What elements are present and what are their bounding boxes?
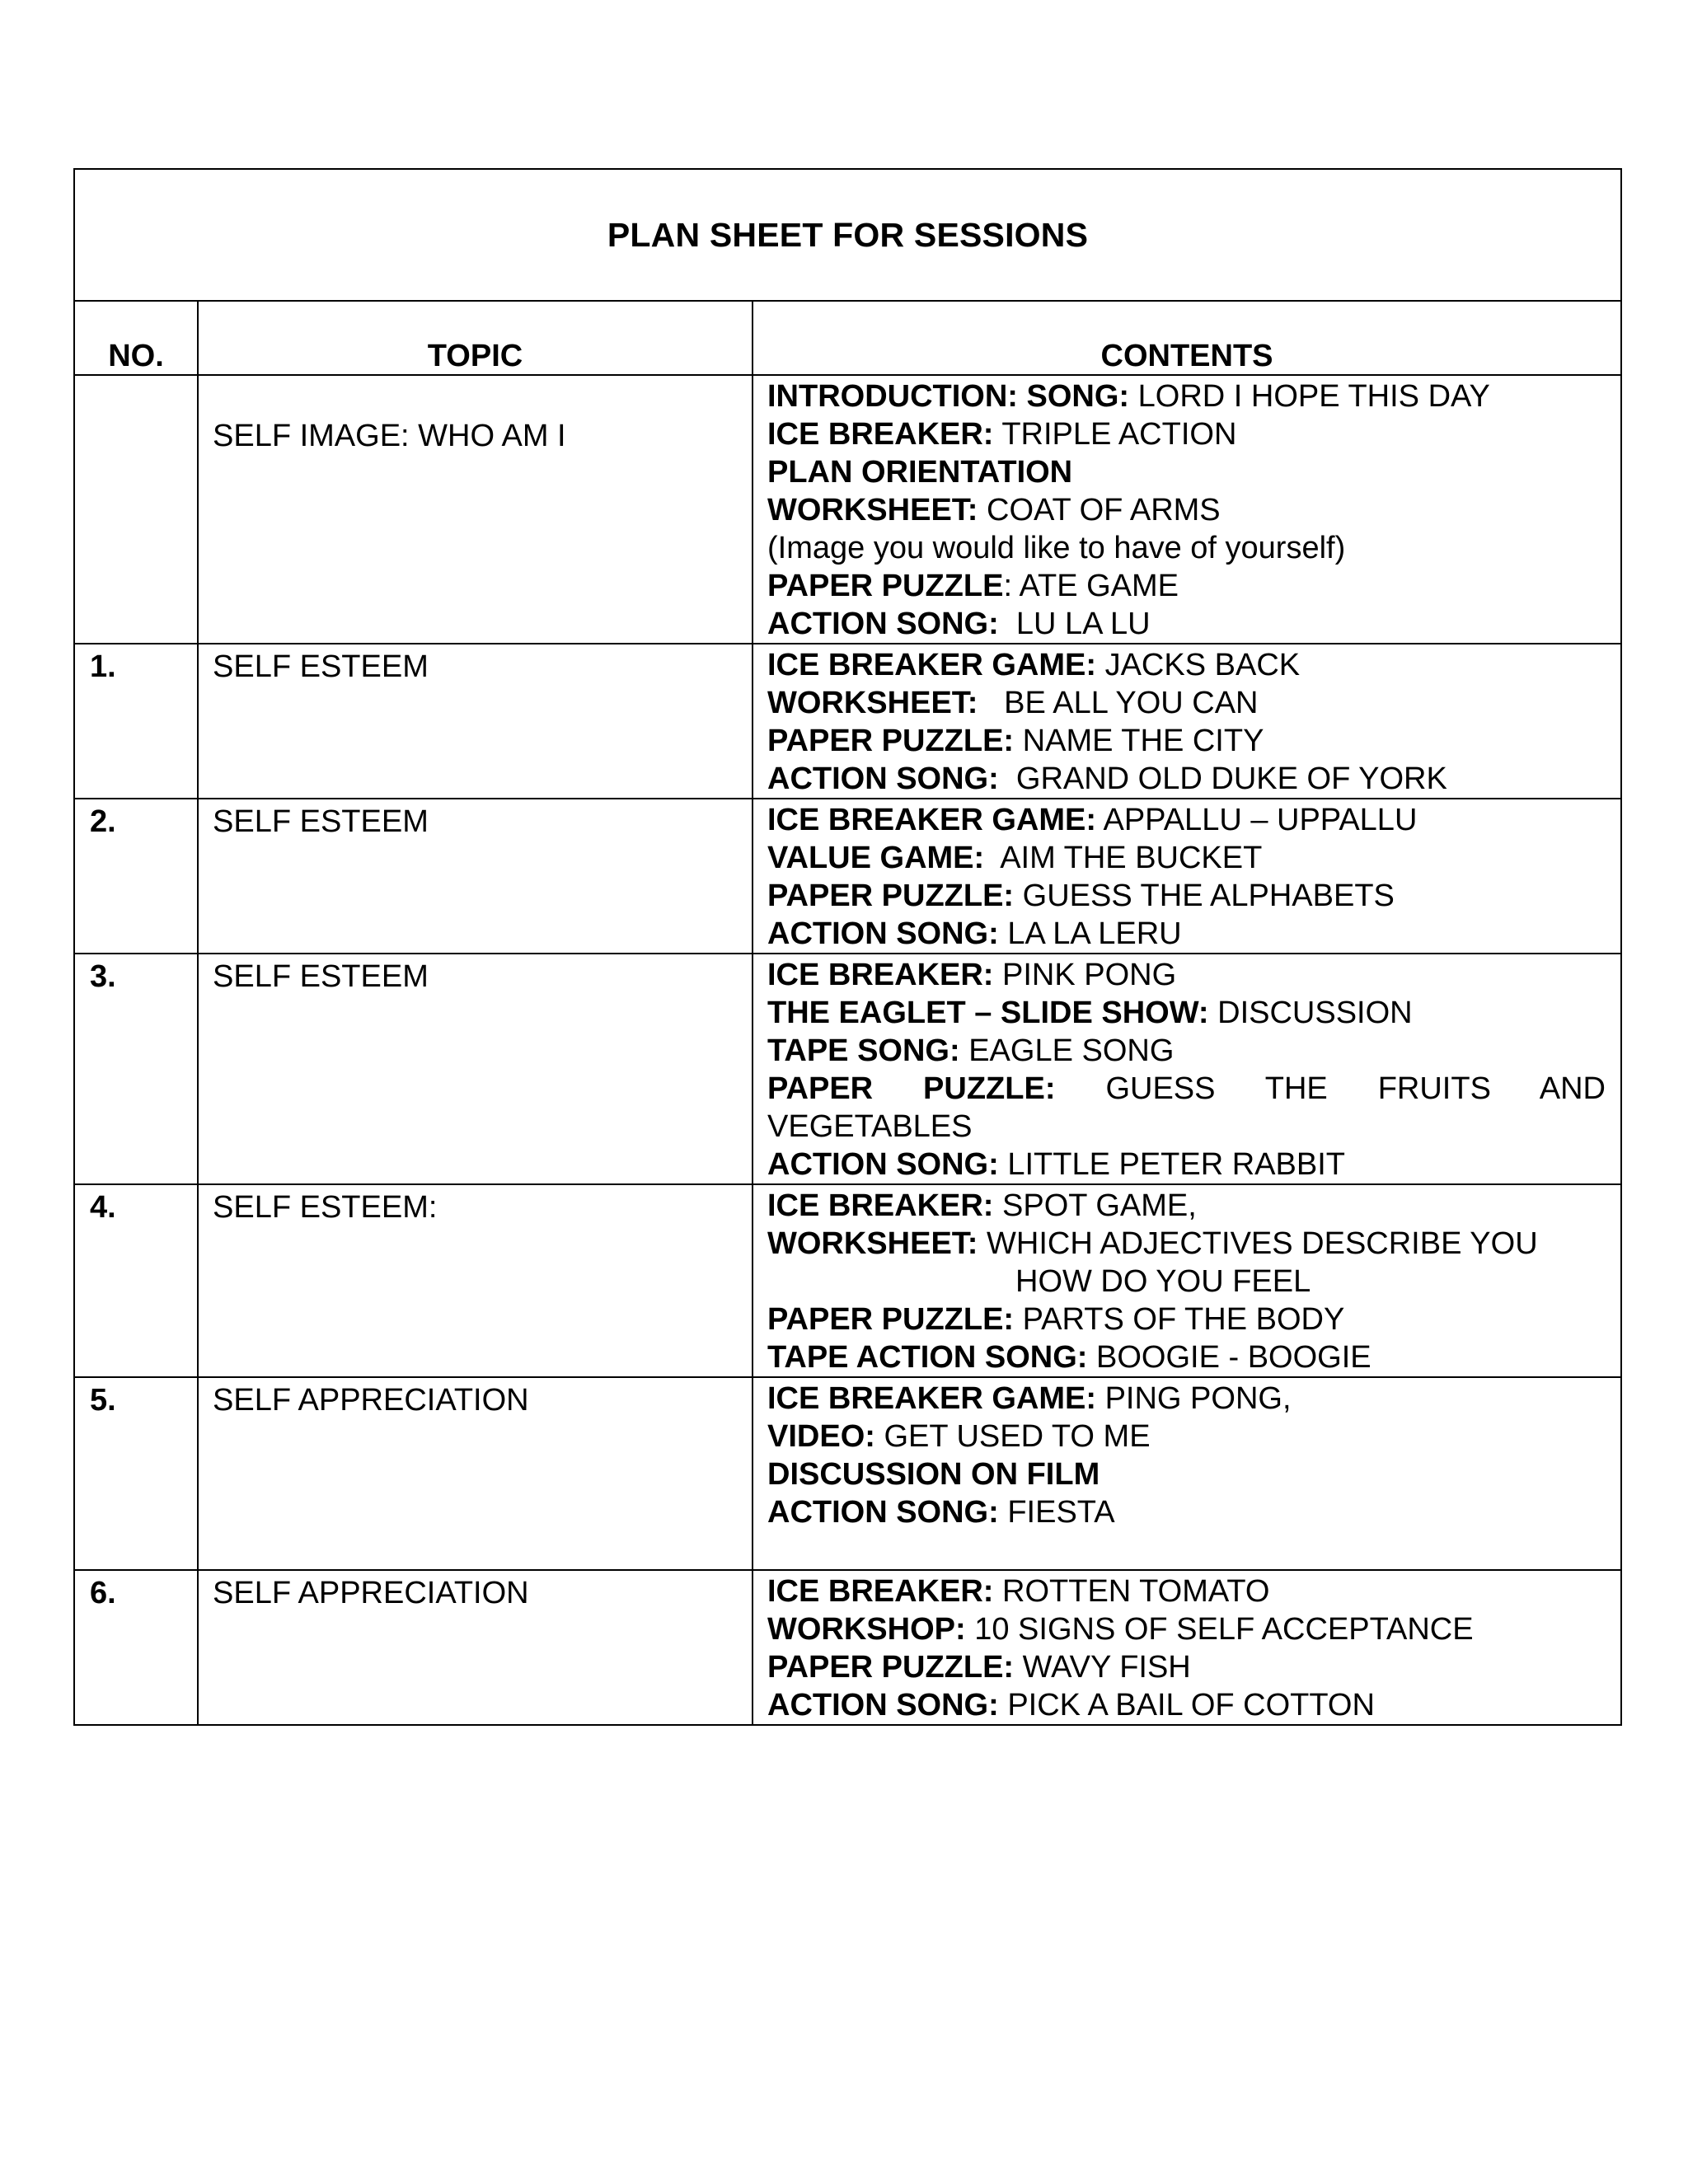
session-number: 3. xyxy=(74,954,198,1184)
content-line xyxy=(767,1380,1606,1418)
content-line xyxy=(767,529,1606,567)
content-text: PINK PONG xyxy=(993,958,1177,992)
content-text: GRAND OLD DUKE OF YORK xyxy=(998,762,1447,796)
session-number: 5. xyxy=(74,1377,198,1570)
content-label: ACTION SONG: xyxy=(767,607,999,641)
content-line xyxy=(767,1493,1606,1531)
content-label: ACTION SONG: xyxy=(767,916,999,951)
content-line xyxy=(767,994,1606,1032)
content-label: INTRODUCTION: SONG: xyxy=(767,379,1130,414)
content-text: TRIPLE ACTION xyxy=(993,417,1237,452)
content-text: (Image you would like to have of yourself) xyxy=(767,531,1346,565)
content-label: ACTION SONG: xyxy=(767,1688,999,1722)
content-text: BE ALL YOU CAN xyxy=(978,686,1259,720)
session-topic: SELF ESTEEM xyxy=(198,644,753,799)
content-label: PLAN ORIENTATION xyxy=(767,455,1073,490)
content-label: PAPER PUZZLE xyxy=(767,569,1004,603)
content-label: WORKSHEET: xyxy=(767,686,978,720)
session-row xyxy=(74,375,1621,644)
content-line xyxy=(767,956,1606,994)
content-label: ACTION SONG: xyxy=(767,1147,999,1182)
content-label: TAPE SONG: xyxy=(767,1033,960,1068)
content-text: GUESS THE ALPHABETS xyxy=(1014,879,1395,913)
content-line xyxy=(767,415,1606,453)
content-text: HOW DO YOU FEEL xyxy=(1015,1264,1311,1299)
content-label: VALUE GAME: xyxy=(767,841,985,875)
session-contents xyxy=(753,644,1621,799)
session-topic: SELF IMAGE: WHO AM I xyxy=(198,375,753,644)
content-line xyxy=(767,1301,1606,1338)
content-line xyxy=(767,1263,1606,1301)
content-label: ICE BREAKER GAME: xyxy=(767,803,1097,837)
content-label: TAPE ACTION SONG: xyxy=(767,1340,1088,1375)
session-contents xyxy=(753,1184,1621,1377)
session-row xyxy=(74,1184,1621,1377)
content-text: PING PONG, xyxy=(1096,1381,1292,1416)
content-text: COAT OF ARMS xyxy=(978,493,1221,527)
content-text: EAGLE SONG xyxy=(959,1033,1175,1068)
session-topic: SELF APPRECIATION xyxy=(198,1377,753,1570)
content-text: VEGETABLES xyxy=(767,1109,973,1144)
session-row xyxy=(74,644,1621,799)
content-line xyxy=(767,1686,1606,1724)
content-label: WORKSHEET: xyxy=(767,493,978,527)
content-line xyxy=(767,1648,1606,1686)
content-line xyxy=(767,839,1606,877)
content-label: WORKSHEET: xyxy=(767,1226,978,1261)
content-text: LA LA LERU xyxy=(998,916,1182,951)
content-text: PARTS OF THE BODY xyxy=(1014,1302,1345,1337)
content-line xyxy=(767,877,1606,915)
session-topic: SELF ESTEEM: xyxy=(198,1184,753,1377)
content-text: DISCUSSION xyxy=(1208,996,1413,1030)
session-contents xyxy=(753,1377,1621,1570)
content-line xyxy=(767,1572,1606,1610)
content-text: JACKS BACK xyxy=(1096,648,1301,682)
session-contents xyxy=(753,375,1621,644)
content-label: ICE BREAKER: xyxy=(767,958,994,992)
header-row xyxy=(74,301,1621,375)
content-text: NAME THE CITY xyxy=(1014,724,1264,758)
content-label: ICE BREAKER: xyxy=(767,1574,994,1609)
content-label: DISCUSSION ON FILM xyxy=(767,1457,1100,1492)
content-label: ICE BREAKER GAME: xyxy=(767,1381,1097,1416)
session-row xyxy=(74,1377,1621,1570)
session-number xyxy=(74,375,198,644)
session-number: 1. xyxy=(74,644,198,799)
session-contents xyxy=(753,1570,1621,1725)
session-topic: SELF ESTEEM xyxy=(198,799,753,954)
session-row xyxy=(74,799,1621,954)
content-text: BOOGIE - BOOGIE xyxy=(1087,1340,1372,1375)
content-label: THE EAGLET – SLIDE SHOW: xyxy=(767,996,1209,1030)
content-line xyxy=(767,1225,1606,1263)
content-text: 10 SIGNS OF SELF ACCEPTANCE xyxy=(965,1612,1474,1647)
content-line xyxy=(767,1108,1606,1146)
content-line xyxy=(767,1338,1606,1376)
content-text: WAVY FISH xyxy=(1014,1650,1191,1685)
content-text: FIESTA xyxy=(998,1495,1115,1530)
content-line xyxy=(767,684,1606,722)
header-topic: TOPIC xyxy=(198,301,753,375)
content-text: GET USED TO ME xyxy=(874,1419,1151,1454)
content-line xyxy=(767,1610,1606,1648)
content-text: GUESS THE FRUITS AND xyxy=(1055,1071,1606,1106)
content-text: LITTLE PETER RABBIT xyxy=(998,1147,1345,1182)
content-line xyxy=(767,453,1606,491)
content-label: ACTION SONG: xyxy=(767,1495,999,1530)
content-label: PAPER PUZZLE: xyxy=(767,724,1015,758)
content-line xyxy=(767,722,1606,760)
header-contents: CONTENTS xyxy=(753,301,1621,375)
content-line xyxy=(767,567,1606,605)
content-line xyxy=(767,1418,1606,1455)
content-line xyxy=(767,801,1606,839)
session-row xyxy=(74,954,1621,1184)
content-line xyxy=(767,1455,1606,1493)
content-label: ICE BREAKER: xyxy=(767,417,994,452)
content-line xyxy=(767,491,1606,529)
content-text: PICK A BAIL OF COTTON xyxy=(998,1688,1375,1722)
content-text: SPOT GAME, xyxy=(993,1188,1197,1223)
content-label: PAPER PUZZLE: xyxy=(767,1071,1056,1106)
content-line xyxy=(767,1070,1606,1108)
session-rows xyxy=(74,375,1621,1725)
content-text: APPALLU – UPPALLU xyxy=(1096,803,1418,837)
content-text: LORD I HOPE THIS DAY xyxy=(1129,379,1490,414)
content-line xyxy=(767,605,1606,643)
content-label: ACTION SONG: xyxy=(767,762,999,796)
page-title: PLAN SHEET FOR SESSIONS xyxy=(74,169,1621,301)
content-label: ICE BREAKER: xyxy=(767,1188,994,1223)
plan-sheet-table xyxy=(73,168,1622,1726)
content-label: PAPER PUZZLE: xyxy=(767,1302,1015,1337)
content-line xyxy=(767,1187,1606,1225)
session-number: 4. xyxy=(74,1184,198,1377)
session-topic: SELF APPRECIATION xyxy=(198,1570,753,1725)
content-label: WORKSHOP: xyxy=(767,1612,966,1647)
session-number: 6. xyxy=(74,1570,198,1725)
content-label: VIDEO: xyxy=(767,1419,875,1454)
header-no: NO. xyxy=(74,301,198,375)
session-number: 2. xyxy=(74,799,198,954)
content-text: LU LA LU xyxy=(998,607,1151,641)
session-row xyxy=(74,1570,1621,1725)
content-line xyxy=(767,915,1606,953)
content-text: ROTTEN TOMATO xyxy=(993,1574,1270,1609)
session-contents xyxy=(753,799,1621,954)
content-label: ICE BREAKER GAME: xyxy=(767,648,1097,682)
content-line xyxy=(767,646,1606,684)
content-text: AIM THE BUCKET xyxy=(984,841,1263,875)
content-line xyxy=(767,377,1606,415)
session-contents xyxy=(753,954,1621,1184)
content-label: PAPER PUZZLE: xyxy=(767,879,1015,913)
content-text: : ATE GAME xyxy=(1003,569,1179,603)
content-text: WHICH ADJECTIVES DESCRIBE YOU xyxy=(978,1226,1538,1261)
content-label: PAPER PUZZLE: xyxy=(767,1650,1015,1685)
session-topic: SELF ESTEEM xyxy=(198,954,753,1184)
content-line xyxy=(767,760,1606,798)
title-row xyxy=(74,169,1621,301)
content-line xyxy=(767,1032,1606,1070)
content-line xyxy=(767,1146,1606,1183)
